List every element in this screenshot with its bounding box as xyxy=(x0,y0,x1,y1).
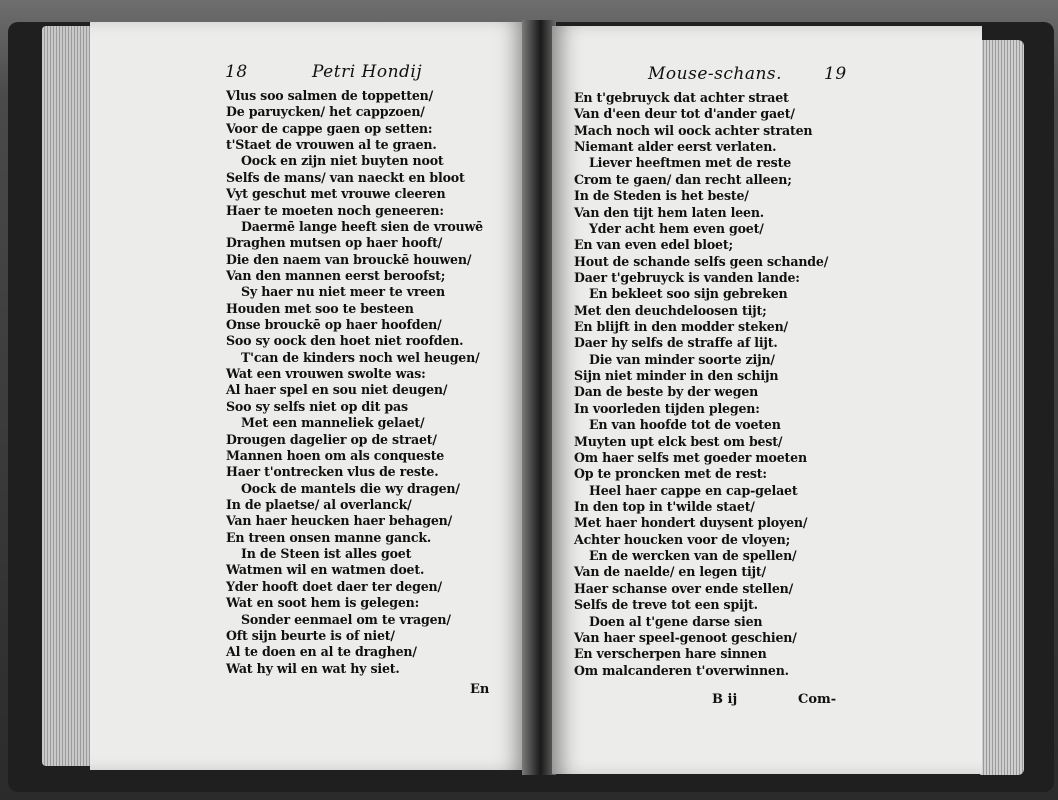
verse-line: Selfs de treve tot een spijt. xyxy=(574,597,758,613)
right-page-text xyxy=(574,90,828,679)
right-running-head: Mouse-schans. xyxy=(648,64,783,84)
verse-line: Heel haer cappe en cap-gelaet xyxy=(589,482,798,498)
verse-line: Soo sy oock den hoet niet roofden. xyxy=(226,333,464,349)
verse-line: Daer t'gebruyck is vanden lande: xyxy=(574,269,800,285)
right-page xyxy=(552,26,982,774)
verse-line: Muyten upt elck best om best/ xyxy=(574,433,783,449)
verse-line: Drougen dagelier op de straet/ xyxy=(226,431,437,447)
verse-line: Wat en soot hem is gelegen: xyxy=(226,595,420,611)
left-page xyxy=(90,22,526,770)
verse-line: Mach noch wil oock achter straten xyxy=(574,122,813,138)
verse-line: Van de naelde/ en legen tijt/ xyxy=(574,564,766,580)
verse-line: De paruycken/ het cappzoen/ xyxy=(226,104,425,120)
verse-line: Van den mannen eerst beroofst; xyxy=(226,267,446,283)
verse-line: Soo sy selfs niet op dit pas xyxy=(226,398,408,414)
right-page-number: 19 xyxy=(824,64,847,84)
verse-line: Dan de beste by der wegen xyxy=(574,384,759,400)
verse-line: Watmen wil en watmen doet. xyxy=(226,562,425,578)
verse-line: In de Steden is het beste/ xyxy=(574,188,749,204)
left-running-head: Petri Hondij xyxy=(312,62,423,82)
verse-line: En de wercken van de spellen/ xyxy=(589,548,797,564)
verse-line: Wat een vrouwen swolte was: xyxy=(226,366,426,382)
verse-line: Van haer heucken haer behagen/ xyxy=(226,513,452,529)
left-page-text xyxy=(226,88,483,677)
verse-line: Voor de cappe gaen op setten: xyxy=(226,120,433,136)
verse-line: t'Staet de vrouwen al te graen. xyxy=(226,137,437,153)
verse-line: Om malcanderen t'overwinnen. xyxy=(574,662,789,678)
verse-line: Vyt geschut met vrouwe cleeren xyxy=(226,186,446,202)
verse-line: En verscherpen hare sinnen xyxy=(574,646,767,662)
verse-line: Achter houcken voor de vloyen; xyxy=(574,531,791,547)
verse-line: Haer te moeten noch geneeren: xyxy=(226,202,444,218)
verse-line: En van hoofde tot de voeten xyxy=(589,417,781,433)
verse-line: Wat hy wil en wat hy siet. xyxy=(226,660,400,676)
verse-line: Crom te gaen/ dan recht alleen; xyxy=(574,171,792,187)
book-gutter xyxy=(522,20,556,775)
verse-line: En treen onsen manne ganck. xyxy=(226,529,432,545)
verse-line: Niemant alder eerst verlaten. xyxy=(574,139,777,155)
verse-line: Doen al t'gene darse sien xyxy=(589,613,763,629)
verse-line: Van haer speel-genoot geschien/ xyxy=(574,629,797,645)
verse-line: Al te doen en al te draghen/ xyxy=(226,644,417,660)
verse-line: En van even edel bloet; xyxy=(574,237,733,253)
verse-line: Sy haer nu niet meer te vreen xyxy=(241,284,445,300)
verse-line: Mannen hoen om als conqueste xyxy=(226,447,445,463)
verse-line: Draghen mutsen op haer hooft/ xyxy=(226,235,443,251)
verse-line: Sijn niet minder in den schijn xyxy=(574,368,779,384)
verse-line: Houden met soo te besteen xyxy=(226,300,414,316)
signature-mark: B ij xyxy=(712,692,738,707)
left-page-number: 18 xyxy=(225,62,248,82)
verse-line: T'can de kinders noch wel heugen/ xyxy=(241,349,480,365)
verse-line: Met den deuchdeloosen tijt; xyxy=(574,302,767,318)
verse-line: Haer schanse over ende stellen/ xyxy=(574,580,793,596)
right-page-edges xyxy=(980,40,1024,775)
verse-line: Haer t'ontrecken vlus de reste. xyxy=(226,464,439,480)
verse-line: In de Steen ist alles goet xyxy=(241,546,412,562)
right-catchword: Com- xyxy=(798,692,837,707)
verse-line: Hout de schande selfs geen schande/ xyxy=(574,253,829,269)
verse-line: In den top in t'wilde staet/ xyxy=(574,498,755,514)
verse-line: Met een manneliek gelaet/ xyxy=(241,415,425,431)
verse-line: En bekleet soo sijn gebreken xyxy=(589,286,788,302)
verse-line: Van d'een deur tot d'ander gaet/ xyxy=(574,106,795,122)
verse-line: En blijft in den modder steken/ xyxy=(574,319,788,335)
verse-line: Onse brouckē op haer hoofden/ xyxy=(226,317,442,333)
verse-line: Liever heeftmen met de reste xyxy=(589,155,792,171)
verse-line: Om haer selfs met goeder moeten xyxy=(574,449,807,465)
verse-line: Daermē lange heeft sien de vrouwē xyxy=(241,218,483,234)
verse-line: Yder hooft doet daer ter degen/ xyxy=(226,578,442,594)
verse-line: Die den naem van brouckē houwen/ xyxy=(226,251,472,267)
verse-line: Met haer hondert duysent ployen/ xyxy=(574,515,808,531)
verse-line: In voorleden tijden plegen: xyxy=(574,400,760,416)
verse-line: Yder acht hem even goet/ xyxy=(589,220,764,236)
verse-line: Oock en zijn niet buyten noot xyxy=(241,153,444,169)
verse-line: Oft sijn beurte is of niet/ xyxy=(226,627,395,643)
verse-line: Op te proncken met de rest: xyxy=(574,466,767,482)
verse-line: Oock de mantels die wy dragen/ xyxy=(241,480,460,496)
verse-line: Sonder eenmael om te vragen/ xyxy=(241,611,451,627)
verse-line: Al haer spel en sou niet deugen/ xyxy=(226,382,448,398)
verse-line: Daer hy selfs de straffe af lijt. xyxy=(574,335,778,351)
verse-line: Selfs de mans/ van naeckt en bloot xyxy=(226,169,465,185)
verse-line: Van den tijt hem laten leen. xyxy=(574,204,764,220)
verse-line: Die van minder soorte zijn/ xyxy=(589,351,775,367)
verse-line: In de plaetse/ al overlanck/ xyxy=(226,496,412,512)
verse-line: Vlus soo salmen de toppetten/ xyxy=(226,88,434,103)
verse-line: En t'gebruyck dat achter straet xyxy=(574,90,789,105)
left-catchword: En xyxy=(470,682,490,697)
